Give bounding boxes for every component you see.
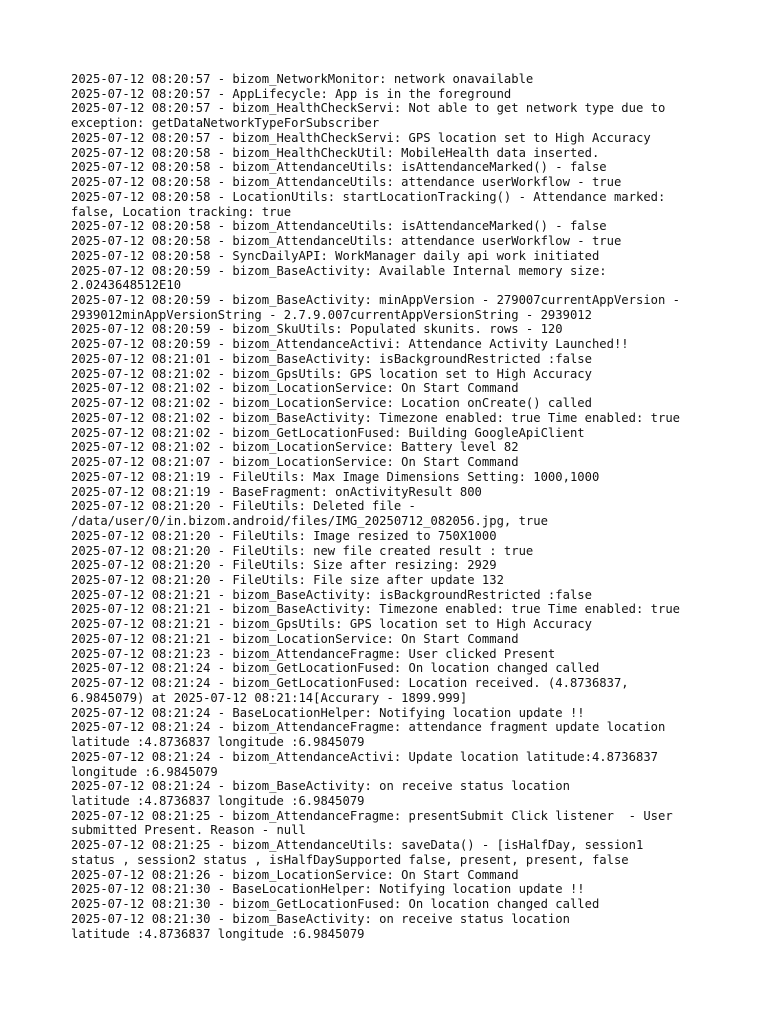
log-line: 2025-07-12 08:20:58 - bizom_AttendanceUtils: isAttendanceMarked() - false	[71, 160, 607, 175]
log-line: 2025-07-12 08:21:24 - BaseLocationHelper: Notifying location update !!	[71, 705, 585, 720]
log-line: 2025-07-12 08:21:24 - bizom_GetLocationFused: On location changed called	[71, 661, 600, 676]
log-line: 2025-07-12 08:21:24 - bizom_BaseActivity: on receive status location	[71, 779, 570, 794]
log-line: 2025-07-12 08:21:21 - bizom_BaseActivity: Timezone enabled: true Time enabled: true	[71, 602, 681, 617]
log-line: 2025-07-12 08:21:24 - bizom_AttendanceFragme: attendance fragment update location	[71, 720, 666, 735]
log-line: 2025-07-12 08:21:23 - bizom_AttendanceFragme: User clicked Present	[71, 646, 556, 661]
log-line: 2025-07-12 08:21:02 - bizom_LocationService: Location onCreate() called	[71, 396, 592, 411]
log-line: 2025-07-12 08:21:30 - bizom_GetLocationFused: On location changed called	[71, 897, 600, 912]
log-line: longitude :6.9845079	[71, 764, 218, 779]
log-line: 2025-07-12 08:21:26 - bizom_LocationService: On Start Command	[71, 867, 519, 882]
log-line: latitude :4.8736837 longitude :6.9845079	[71, 926, 365, 941]
log-line: 2025-07-12 08:21:30 - bizom_BaseActivity: on receive status location	[71, 911, 570, 926]
log-line: 2025-07-12 08:21:19 - FileUtils: Max Image Dimensions Setting: 1000,1000	[71, 469, 600, 484]
log-line: 2025-07-12 08:21:21 - bizom_BaseActivity: isBackgroundRestricted :false	[71, 587, 592, 602]
log-line: 2025-07-12 08:20:59 - bizom_BaseActivity: Available Internal memory size:	[71, 263, 607, 278]
log-line: 2025-07-12 08:21:19 - BaseFragment: onActivityResult 800	[71, 484, 482, 499]
log-line: 2025-07-12 08:21:24 - bizom_AttendanceActivi: Update location latitude:4.8736837	[71, 749, 658, 764]
log-line: 2025-07-12 08:20:57 - AppLifecycle: App is in the foreground	[71, 86, 512, 101]
log-line: 2025-07-12 08:21:02 - bizom_GpsUtils: GPS location set to High Accuracy	[71, 366, 592, 381]
log-line: 2025-07-12 08:21:21 - bizom_LocationService: On Start Command	[71, 631, 519, 646]
log-line: 2025-07-12 08:20:58 - LocationUtils: startLocationTracking() - Attendance marked:	[71, 189, 666, 204]
log-line: 2025-07-12 08:20:58 - SyncDailyAPI: WorkManager daily api work initiated	[71, 248, 600, 263]
log-line: 2025-07-12 08:20:59 - bizom_BaseActivity: minAppVersion - 279007currentAppVersion -	[71, 293, 681, 308]
log-line: 2025-07-12 08:21:20 - FileUtils: new file created result : true	[71, 543, 534, 558]
log-line: 2939012minAppVersionString - 2.7.9.007currentAppVersionString - 2939012	[71, 307, 592, 322]
log-line: 2025-07-12 08:21:20 - FileUtils: Size after resizing: 2929	[71, 558, 497, 573]
log-line: 2025-07-12 08:21:20 - FileUtils: Image resized to 750X1000	[71, 528, 497, 543]
log-line: 2025-07-12 08:20:57 - bizom_HealthCheckServi: GPS location set to High Accuracy	[71, 130, 651, 145]
log-line: latitude :4.8736837 longitude :6.9845079	[71, 793, 365, 808]
log-line: 2025-07-12 08:21:02 - bizom_GetLocationFused: Building GoogleApiClient	[71, 425, 585, 440]
log-line: 2025-07-12 08:21:25 - bizom_AttendanceFragme: presentSubmit Click listener - User	[71, 808, 673, 823]
log-line: 2025-07-12 08:21:02 - bizom_BaseActivity: Timezone enabled: true Time enabled: true	[71, 410, 681, 425]
log-line: 2025-07-12 08:21:01 - bizom_BaseActivity: isBackgroundRestricted :false	[71, 351, 592, 366]
log-line: 2025-07-12 08:20:58 - bizom_AttendanceUtils: attendance userWorkflow - true	[71, 234, 622, 249]
log-line: 2025-07-12 08:21:25 - bizom_AttendanceUtils: saveData() - [isHalfDay, session1	[71, 838, 644, 853]
log-line: false, Location tracking: true	[71, 204, 292, 219]
log-line: 2025-07-12 08:21:21 - bizom_GpsUtils: GPS location set to High Accuracy	[71, 617, 592, 632]
log-line: 2025-07-12 08:20:58 - bizom_HealthCheckUtil: MobileHealth data inserted.	[71, 145, 600, 160]
log-line: 2025-07-12 08:20:58 - bizom_AttendanceUtils: isAttendanceMarked() - false	[71, 219, 607, 234]
log-line: 2.0243648512E10	[71, 278, 182, 293]
log-line: 2025-07-12 08:20:59 - bizom_AttendanceActivi: Attendance Activity Launched!!	[71, 337, 629, 352]
log-line: 2025-07-12 08:21:02 - bizom_LocationService: On Start Command	[71, 381, 519, 396]
log-line: 2025-07-12 08:21:30 - BaseLocationHelper: Notifying location update !!	[71, 882, 585, 897]
log-line: 6.9845079) at 2025-07-12 08:21:14[Accurary - 1899.999]	[71, 690, 468, 705]
log-line: 2025-07-12 08:21:07 - bizom_LocationService: On Start Command	[71, 455, 519, 470]
log-line: 2025-07-12 08:21:20 - FileUtils: Deleted file -	[71, 499, 416, 514]
log-document	[71, 72, 711, 941]
log-line: status , session2 status , isHalfDaySupported false, present, present, false	[71, 852, 629, 867]
log-line: /data/user/0/in.bizom.android/files/IMG_20250712_082056.jpg, true	[71, 514, 548, 529]
log-line: 2025-07-12 08:21:02 - bizom_LocationService: Battery level 82	[71, 440, 519, 455]
log-line: 2025-07-12 08:20:57 - bizom_NetworkMonitor: network onavailable	[71, 72, 534, 86]
log-line: 2025-07-12 08:20:57 - bizom_HealthCheckServi: Not able to get network type due to	[71, 101, 666, 116]
log-line: submitted Present. Reason - null	[71, 823, 306, 838]
log-line: exception: getDataNetworkTypeForSubscriber	[71, 116, 380, 131]
log-line: latitude :4.8736837 longitude :6.9845079	[71, 735, 365, 750]
log-line: 2025-07-12 08:20:58 - bizom_AttendanceUtils: attendance userWorkflow - true	[71, 175, 622, 190]
log-line: 2025-07-12 08:21:24 - bizom_GetLocationFused: Location received. (4.8736837,	[71, 676, 629, 691]
log-line: 2025-07-12 08:20:59 - bizom_SkuUtils: Populated skunits. rows - 120	[71, 322, 563, 337]
log-line: 2025-07-12 08:21:20 - FileUtils: File size after update 132	[71, 572, 504, 587]
